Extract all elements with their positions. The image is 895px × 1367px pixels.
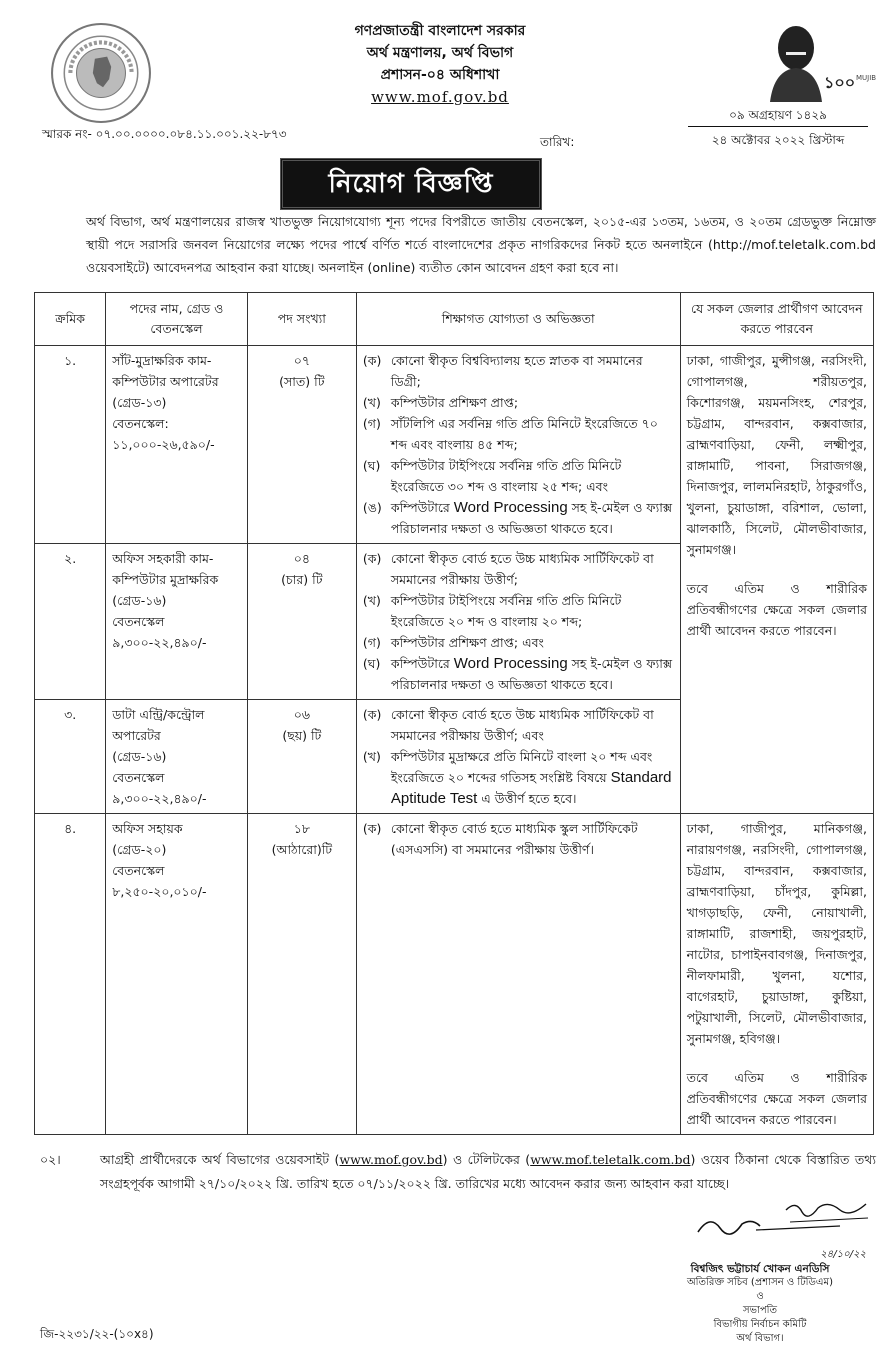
paragraph-text-3: ) ওয়েব ঠিকানা থেকে বিস্তারিত তথ্য সংগ্রহপূর্বক আগামী ২৭/১০/২০২২ খ্রি. তারিখ হতে ০৭/১১/২০২২ খ্রি. তারিখের মধ্যে আবেদন করার জন্য আহবান করা যাচ্ছে। xyxy=(100,1152,877,1191)
qualification-text-latin: Word Processing xyxy=(453,655,568,672)
qualification-item xyxy=(363,455,674,497)
signatory-committee: বিভাগীয় নির্বাচন কমিটি xyxy=(713,1319,807,1330)
row-qualification xyxy=(356,700,680,814)
districts-note: তবে এতিম ও শারীরিক প্রতিবন্ধীগণের ক্ষেত্রে সকল জেলার প্রার্থী আবেদন করতে পারবেন। xyxy=(686,1070,867,1127)
post-scale: বেতনস্কেল ৮,২৫০-২০,০১০/- xyxy=(112,863,207,899)
qualification-text-post: এ উত্তীর্ণ হতে হবে। xyxy=(477,791,577,806)
row-count xyxy=(247,544,356,700)
qualification-text: কোনো স্বীকৃত বোর্ড হতে উচ্চ মাধ্যমিক সার্টিফিকেট বা সমমানের পরীক্ষায় উত্তীর্ণ; xyxy=(390,551,654,587)
post-name: ডাটা এন্ট্রি/কন্ট্রোল অপারেটর xyxy=(112,707,205,743)
ministry-name: অর্থ মন্ত্রণালয়, অর্থ বিভাগ xyxy=(366,45,514,61)
qualification-text-latin: Word Processing xyxy=(453,499,568,516)
date-gregorian: ২৪ অক্টোবর ২০২২ খ্রিস্টাব্দ xyxy=(711,133,845,147)
qualification-mark: (ক) xyxy=(362,551,382,566)
count-word: (আঠারো)টি xyxy=(271,842,333,857)
post-name: সাঁট-মুদ্রাক্ষরিক কাম-কম্পিউটার অপারেটর xyxy=(112,353,219,389)
paragraph-number: ০২। xyxy=(40,1152,61,1167)
signature-icon xyxy=(690,1196,880,1242)
application-paragraph xyxy=(40,1148,876,1196)
qualification-mark: (গ) xyxy=(362,635,381,650)
intro-text: অর্থ বিভাগ, অর্থ মন্ত্রণালয়ের রাজস্ব খাতভুক্ত নিয়োগযোগ্য শূন্য পদের বিপরীতে জাতীয় বেতনস্কেল, ২০১৫-এর ১৩তম, ১৬তম, ও ২০তম গ্রেডভুক্ত নিম্নোক্ত স্থায়ী পদে সরাসরি জনবল নিয়োগের লক্ষ্যে পদের পার্শ্বে বর্ণিত শর্তে বাংলাদেশের প্রকৃত নাগরিকদের নিকট হতে অনলাইনে (http://mof.teletalk.com.bd ওয়েবসাইটে) আবেদনপত্র আহবান করা যাচ্ছে। অনলাইন (online) ব্যতীত কোন আবেদন গ্রহণ করা হবে না। xyxy=(86,214,876,275)
header-serial: ক্রমিক xyxy=(35,293,106,346)
vacancy-table xyxy=(34,292,874,1135)
row-post xyxy=(106,700,248,814)
teletalk-website-link[interactable]: www.mof.teletalk.com.bd xyxy=(530,1152,691,1167)
table-header-row xyxy=(35,293,874,346)
row-qualification xyxy=(356,346,680,544)
qualification-mark: (খ) xyxy=(362,593,381,608)
circular-title: নিয়োগ বিজ্ঞপ্তি xyxy=(280,158,542,210)
qualification-item xyxy=(363,413,674,455)
header-post: পদের নাম, গ্রেড ও বেতনস্কেল xyxy=(106,293,248,346)
date-block xyxy=(688,104,868,153)
qualification-text xyxy=(391,497,674,539)
count-word: (ছয়) টি xyxy=(282,728,322,743)
paragraph-text-2: ) ও টেলিটকের ( xyxy=(442,1152,531,1167)
post-grade: (গ্রেড-২০) xyxy=(112,842,167,857)
signatory-and: ও xyxy=(756,1291,764,1302)
table-row xyxy=(35,346,874,544)
government-seal-icon xyxy=(50,22,152,124)
paragraph-body xyxy=(40,1148,876,1196)
qualification-text-post: সহ ই-মেইল ও ফ্যাক্স পরিচালনার দক্ষতা ও অভিজ্ঞতা থাকতে হবে। xyxy=(390,656,673,692)
row-count xyxy=(247,346,356,544)
districts-list: ঢাকা, গাজীপুর, মানিকগঞ্জ, নারায়ণগঞ্জ, নরসিংদী, গোপালগঞ্জ, চট্টগ্রাম, বান্দরবান, কক্সবাজার, ব্রাহ্মণবাড়িয়া, চাঁদপুর, কুমিল্লা, খাগড়াছড়ি, ফেনী, নোয়াখালী, রাঙ্গামাটি, রাজশাহী, জয়পুরহাট, নাটোর, চাপাইনবাবগঞ্জ, দিনাজপুর, নীলফামারী, খুলনা, যশোর, বাগেরহাট, চুয়াডাঙ্গা, কুষ্টিয়া, পটুয়াখালী, সিলেট, মৌলভীবাজার, সুনামগঞ্জ, হবিগঞ্জ। xyxy=(686,821,867,1046)
districts-list: ঢাকা, গাজীপুর, মুন্সীগঞ্জ, নরসিংদী, গোপালগঞ্জ, শরীয়তপুর, কিশোরগঞ্জ, ময়মনসিংহ, শেরপুর, চট্টগ্রাম, বান্দরবান, কক্সবাজার, ব্রাহ্মণবাড়িয়া, ফেনী, লক্ষ্মীপুর, রাঙ্গামাটি, পাবনা, সিরাজগঞ্জ, দিনাজপুর, লালমনিরহাট, ঠাকুরগাঁও, খুলনা, চুয়াডাঙ্গা, বরিশাল, ভোলা, ঝালকাঠি, সিলেট, মৌলভীবাজার, সুনামগঞ্জ। xyxy=(686,353,867,557)
qualification-text: সাঁটলিপি এর সর্বনিম্ন গতি প্রতি মিনিটে ইংরেজিতে ৭০ শব্দ এবং বাংলায় ৪৫ শব্দ; xyxy=(390,416,658,452)
count-number: ০৭ xyxy=(293,353,310,368)
qualification-item xyxy=(363,392,674,413)
post-scale: বেতনস্কেল ৯,৩০০-২২,৪৯০/- xyxy=(112,770,207,806)
qualification-mark: (ক) xyxy=(362,821,382,836)
qualification-item xyxy=(363,653,674,695)
qualification-item xyxy=(363,497,674,539)
qualification-mark: (খ) xyxy=(362,749,381,764)
qualification-item xyxy=(363,590,674,632)
qualification-text: কম্পিউটার টাইপিংয়ে সর্বনিম্ন গতি প্রতি মিনিটে ইংরেজিতে ৩০ শব্দ ও বাংলায় ২৫ শব্দ; এবং xyxy=(390,458,622,494)
svg-text:১০০: ১০০ xyxy=(824,73,856,92)
qualification-text-pre: কম্পিউটারে xyxy=(390,656,454,671)
signatory-division: অর্থ বিভাগ। xyxy=(736,1333,784,1344)
print-code: জি-২২৩১/২২-(১০x৪) xyxy=(40,1327,154,1341)
row-post xyxy=(106,544,248,700)
qualification-text xyxy=(391,746,674,809)
table-row xyxy=(35,814,874,1135)
row-post xyxy=(106,346,248,544)
website-link[interactable]: www.mof.gov.bd xyxy=(371,88,509,106)
svg-text:MUJIB: MUJIB xyxy=(856,74,877,82)
row-serial: ৩. xyxy=(35,700,106,814)
row-count xyxy=(247,814,356,1135)
count-word: (চার) টি xyxy=(281,572,323,587)
qualification-text-pre: কম্পিউটার মুদ্রাক্ষরে প্রতি মিনিটে বাংলা ২০ শব্দ এবং ইংরেজিতে ২০ শব্দের গতিসহ সংশ্লিষ্ট বিষয়ে xyxy=(390,749,653,785)
post-grade: (গ্রেড-১৬) xyxy=(112,593,167,608)
qualification-mark: (খ) xyxy=(362,395,381,410)
qualification-mark: (ক) xyxy=(362,707,382,722)
letterhead xyxy=(240,20,640,108)
qualification-mark: (ঙ) xyxy=(362,500,382,515)
qualification-text-latin: Standard Aptitude Test xyxy=(390,769,672,807)
qualification-text: কোনো স্বীকৃত বোর্ড হতে মাধ্যমিক স্কুল সার্টিফিকেট (এসএসসি) বা সমমানের পরীক্ষায় উত্তীর্ণ। xyxy=(390,821,638,857)
mujib-100-logo-icon xyxy=(760,18,878,102)
qualification-item xyxy=(363,632,674,653)
branch-name: প্রশাসন-০৪ অধিশাখা xyxy=(380,67,500,83)
qualification-text: কম্পিউটার টাইপিংয়ে সর্বনিম্ন গতি প্রতি মিনিটে ইংরেজিতে ২০ শব্দ ও বাংলায় ২০ শব্দ; xyxy=(390,593,622,629)
count-number: ১৮ xyxy=(293,821,310,836)
intro-paragraph xyxy=(56,210,876,279)
row-post xyxy=(106,814,248,1135)
count-number: ০৬ xyxy=(293,707,310,722)
row-serial: ২. xyxy=(35,544,106,700)
date-label: তারিখ: xyxy=(540,135,575,149)
row-count xyxy=(247,700,356,814)
qualification-item xyxy=(363,704,674,746)
row-serial: ৪. xyxy=(35,814,106,1135)
post-name: অফিস সহায়ক xyxy=(112,821,183,836)
qualification-text xyxy=(391,653,674,695)
qualification-item xyxy=(363,350,674,392)
row-qualification xyxy=(356,814,680,1135)
post-grade: (গ্রেড-১৩) xyxy=(112,395,167,410)
qualification-mark: (ঘ) xyxy=(362,458,381,473)
signatory-name: বিশ্বজিৎ ভট্টাচার্য খোকন এনডিসি xyxy=(690,1263,830,1275)
signature-date: ২৪/১০/২২ xyxy=(820,1249,866,1260)
count-word: (সাত) টি xyxy=(279,374,325,389)
mof-website-link[interactable]: www.mof.gov.bd xyxy=(339,1152,443,1167)
row-districts-group2 xyxy=(680,814,873,1135)
row-serial: ১. xyxy=(35,346,106,544)
qualification-mark: (ক) xyxy=(362,353,382,368)
qualification-text: কম্পিউটার প্রশিক্ষণ প্রাপ্ত; xyxy=(390,395,519,410)
website-heading xyxy=(240,86,640,108)
signatory-role: সভাপতি xyxy=(742,1305,778,1316)
post-grade: (গ্রেড-১৬) xyxy=(112,749,167,764)
row-districts-group1 xyxy=(680,346,873,814)
post-scale: বেতনস্কেল ৯,৩০০-২২,৪৯০/- xyxy=(112,614,207,650)
header-districts: যে সকল জেলার প্রার্থীগণ আবেদন করতে পারবেন xyxy=(680,293,873,346)
qualification-text-pre: কম্পিউটারে xyxy=(390,500,454,515)
qualification-text-post: সহ ই-মেইল ও ফ্যাক্স পরিচালনার দক্ষতা ও অভিজ্ঞতা থাকতে হবে। xyxy=(390,500,673,536)
qualification-item xyxy=(363,818,674,860)
government-name: গণপ্রজাতন্ত্রী বাংলাদেশ সরকার xyxy=(354,23,526,39)
signatory-designation: অতিরিক্ত সচিব (প্রশাসন ও টিডিএম) xyxy=(687,1277,833,1288)
header-count: পদ সংখ্যা xyxy=(247,293,356,346)
qualification-text: কোনো স্বীকৃত বিশ্ববিদ্যালয় হতে স্নাতক বা সমমানের ডিগ্রী; xyxy=(390,353,643,389)
qualification-text: কম্পিউটার প্রশিক্ষণ প্রাপ্ত; এবং xyxy=(390,635,544,650)
header-qualification: শিক্ষাগত যোগ্যতা ও অভিজ্ঞতা xyxy=(356,293,680,346)
qualification-mark: (গ) xyxy=(362,416,381,431)
paragraph-text-1: আগ্রহী প্রার্থীদেরকে অর্থ বিভাগের ওয়েবসাইট ( xyxy=(100,1152,340,1167)
qualification-item xyxy=(363,548,674,590)
qualification-item xyxy=(363,746,674,809)
signatory-block xyxy=(640,1248,880,1346)
districts-note: তবে এতিম ও শারীরিক প্রতিবন্ধীগণের ক্ষেত্রে সকল জেলার প্রার্থী আবেদন করতে পারবেন। xyxy=(686,581,867,638)
post-scale: বেতনস্কেল: ১১,০০০-২৬,৫৯০/- xyxy=(112,416,215,452)
qualification-mark: (ঘ) xyxy=(362,656,381,671)
post-name: অফিস সহকারী কাম-কম্পিউটার মুদ্রাক্ষরিক xyxy=(112,551,219,587)
qualification-text: কোনো স্বীকৃত বোর্ড হতে উচ্চ মাধ্যমিক সার্টিফিকেট বা সমমানের পরীক্ষায় উত্তীর্ণ; এবং xyxy=(390,707,654,743)
count-number: ০৪ xyxy=(293,551,310,566)
date-bangla: ০৯ অগ্রহায়ণ ১৪২৯ xyxy=(729,108,827,122)
memo-reference: স্মারক নং- ০৭.০০.০০০০.০৮৪.১১.০০১.২২-৮৭৩ xyxy=(42,127,287,141)
row-qualification xyxy=(356,544,680,700)
